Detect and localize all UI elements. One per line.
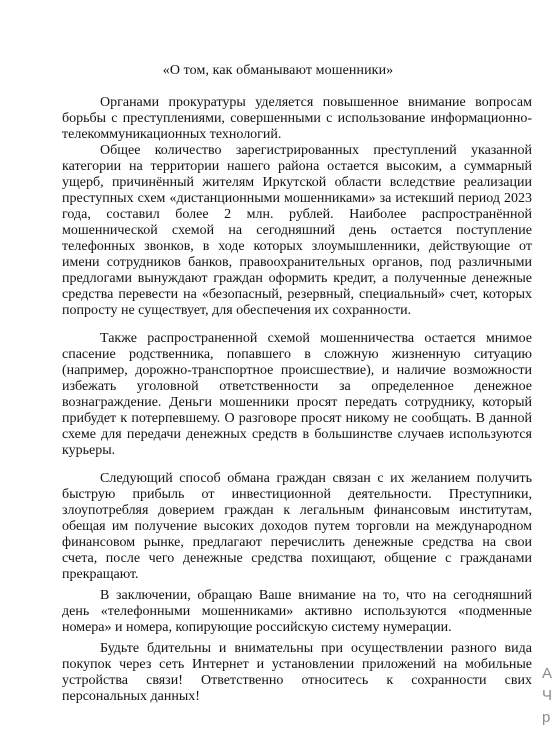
- paragraph-statistics: Общее количество зарегистрированных преступлений указанной категории на территории нашего района остается высоким, а суммарный ущерб, причинённый жителям Иркутской области вследствие реализации преступных схем «дистанционными мошенниками» за истекший период 2023 года, составил более 2 млн. рублей. Наиболее распространённой мошеннической схемой на сегодняшний день остается поступление телефонных звонков, в ходе которых злоумышленники, действующие от имени сотрудников банков, правоохранительных органов, под различными предлогами вынуждают граждан оформить кредит, а полученные денежные средства перевести на «безопасный, резервный, специальный» счет, которых попросту не существует, для обеспечения их сохранности.: [62, 143, 532, 318]
- cropped-side-letter: Ч: [542, 687, 552, 704]
- paragraph-relative-scheme: Также распространенной схемой мошенничества остается мнимое спасение родственника, попавшего в сложную жизненную ситуацию (например, дорожно-транспортное происшествие), и наличие возможности избежать уголовной ответственности за определенное денежное вознаграждение. Деньги мошенники просят передать сотруднику, который прибудет к потерпевшему. О разговоре просят никому не сообщать. В данной схеме для передачи денежных средств в большинстве случаев используются курьеры.: [62, 331, 532, 458]
- document-title: «О том, как обманывают мошенники»: [162, 63, 394, 78]
- document-body: [62, 95, 532, 705]
- cropped-side-text: [542, 663, 556, 729]
- paragraph-intro: Органами прокуратуры уделяется повышенное внимание вопросам борьбы с преступлениями, совершенными с использование информационно-телекоммуникационных технологий.: [62, 95, 532, 142]
- paragraph-investment-scheme: Следующий способ обмана граждан связан с их желанием получить быструю прибыль от инвестиционной деятельности. Преступники, злоупотребляя доверием граждан к легальным финансовым институтам, обещая им получение высоких доходов путем торговли на международном финансовом рынке, предлагают перечислить денежные средства на свои счета, после чего денежные средства похищают, общение с гражданами прекращают.: [62, 471, 532, 582]
- cropped-side-letter: А: [542, 665, 553, 682]
- paragraph-spoofed-numbers: В заключении, обращаю Ваше внимание на то, что на сегодняшний день «телефонными мошенниками» активно используются «подменные номера» и номера, копирующие российскую систему нумерации.: [62, 588, 532, 635]
- paragraph-warning: Будьте бдительны и внимательны при осуществлении разного вида покупок через сеть Интернет и установлении приложений на мобильные устройства связи! Ответственно относитесь к сохранности свих персональных данных!: [62, 641, 532, 704]
- cropped-side-letter: р: [542, 709, 551, 726]
